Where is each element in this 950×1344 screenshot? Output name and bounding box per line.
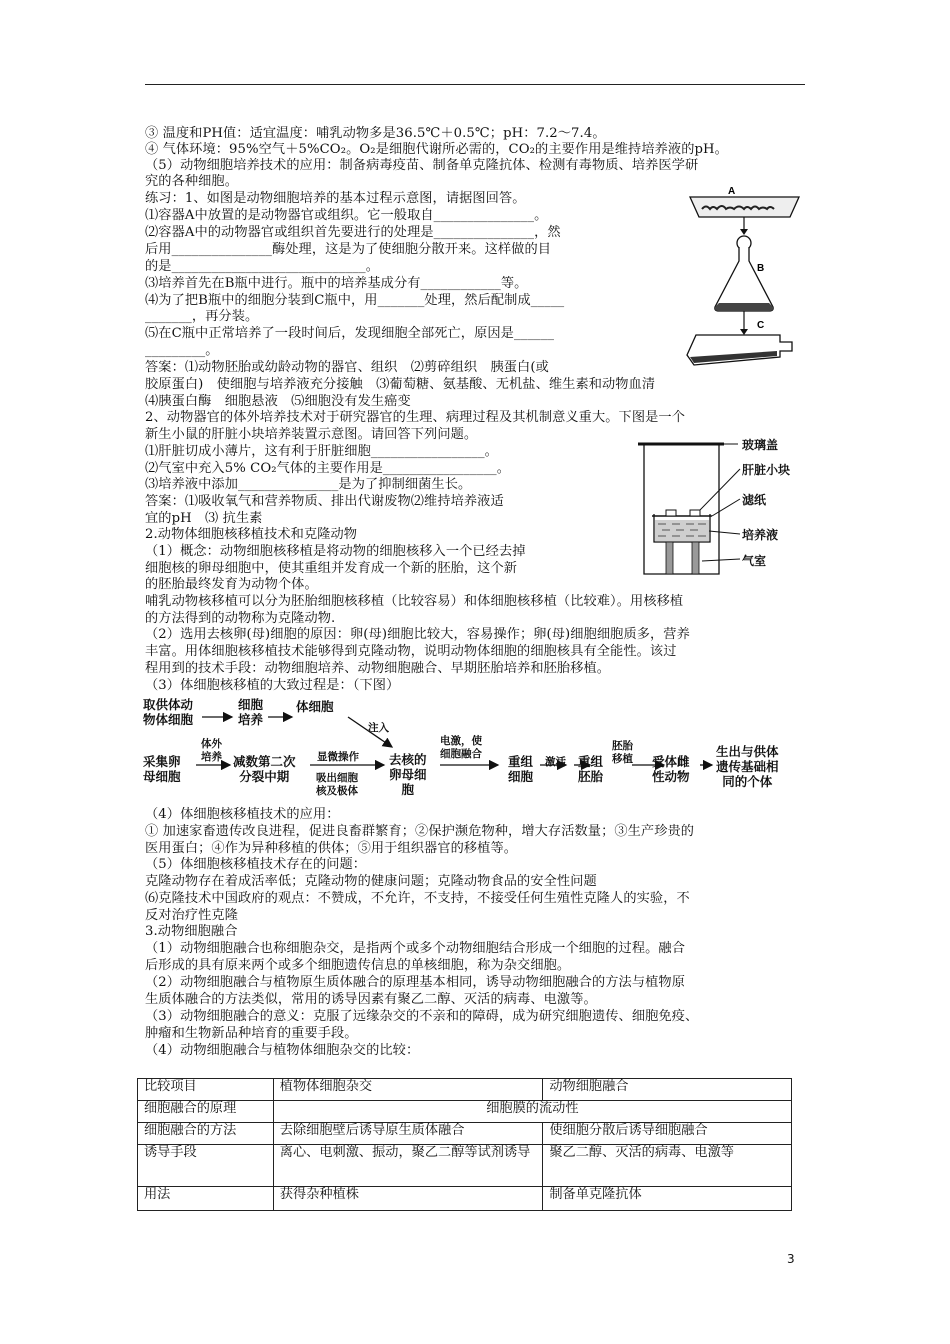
- table-cell: 诱导手段: [138, 1145, 274, 1187]
- text-line: ① 加速家畜遗传改良进程，促进良畜群繁育；②保护濒危物种，增大存活数量；③生产珍贵的: [145, 824, 695, 839]
- text-line: ⑴容器A中放置的是动物器官或组织。它一般取自_______________。: [145, 208, 548, 223]
- text-line: 程用到的技术手段：动物细胞培养、动物细胞融合、早期胚胎培养和胚胎移植。: [145, 661, 611, 676]
- text-line: 细胞核的卵母细胞中，使其重组并发育成一个新的胚胎，这个新: [145, 561, 518, 576]
- text-line: ⑵容器A中的动物器官或组织首先要进行的处理是_______________，然: [145, 225, 561, 240]
- comparison-table: [137, 1078, 792, 1211]
- table-cell: 制备单克隆抗体: [543, 1187, 792, 1211]
- text-line: ⑷为了把B瓶中的细胞分装到C瓶中，用_______处理，然后配制成_____: [145, 293, 565, 308]
- flow-activate: 激活: [545, 756, 566, 768]
- text-line: 练习：1、如图是动物细胞培养的基本过程示意图，请据图回答。: [145, 191, 526, 206]
- flow-collect-oocyte: 采集卵 母细胞: [143, 754, 181, 784]
- text-line: 的方法得到的动物称为克隆动物.: [145, 611, 336, 626]
- text-line: ⑶培养液中添加_______________是为了抑制细菌生长。: [145, 477, 472, 492]
- text-line: ④ 气体环境：95%空气＋5%CO₂。O₂是细胞代谢所必需的，CO₂的主要作用是维持培养液的pH。: [145, 142, 728, 157]
- label-air-chamber: 气室: [742, 554, 767, 568]
- text-line: 新生小鼠的肝脏小块培养装置示意图。请回答下列问题。: [145, 427, 478, 442]
- flow-offspring: 生出与供体 遗传基础相 同的个体: [716, 744, 779, 789]
- page-number: 3: [787, 1252, 795, 1266]
- flow-recombined-cell: 重组 细胞: [508, 754, 534, 784]
- table-row: [138, 1101, 792, 1123]
- table-header-cell: 动物细胞融合: [543, 1079, 792, 1101]
- text-line: （1）动物细胞融合也称细胞杂交，是指两个或多个动物细胞结合形成一个细胞的过程。融合: [145, 941, 685, 956]
- label-filter-paper: 滤纸: [742, 493, 767, 507]
- text-line: ③ 温度和PH值：适宜温度：哺乳动物多是36.5℃＋0.5℃；pH：7.2～7.4。: [145, 126, 606, 141]
- text-line: _______，再分装。: [145, 309, 259, 324]
- table-cell: 离心、电刺激、振动，聚乙二醇等试剂诱导: [273, 1145, 543, 1187]
- table-cell: 获得杂种植株: [273, 1187, 543, 1211]
- flow-micro-operation: 显微操作: [317, 751, 359, 763]
- text-line: 胶原蛋白) 使细胞与培养液充分接触 ⑶葡萄糖、氨基酸、无机盐、维生素和动物血清: [145, 377, 656, 392]
- text-line: 哺乳动物核移植可以分为胚胎细胞核移植（比较容易）和体细胞核移植（比较难）。用核移植: [145, 594, 684, 609]
- table-cell: 使细胞分散后诱导细胞融合: [543, 1123, 792, 1145]
- label-glass-lid: 玻璃盖: [742, 438, 779, 452]
- text-line: （2）动物细胞融合与植物原生质体融合的原理基本相同，诱导动物细胞融合的方法与植物原: [145, 975, 685, 990]
- flow-inject: 注入: [368, 722, 389, 734]
- text-line: 究的各种细胞。: [145, 174, 239, 189]
- table-row: [138, 1123, 792, 1145]
- text-line: （5）体细胞核移植技术存在的问题：: [145, 857, 367, 872]
- text-line: 生质体融合的方法类似，常用的诱导因素有聚乙二醇、灭活的病毒、电激等。: [145, 992, 597, 1007]
- table-header-cell: 比较项目: [138, 1079, 274, 1101]
- label-culture-medium: 培养液: [742, 528, 779, 542]
- text-line: 宜的pH ⑶ 抗生素: [145, 511, 263, 526]
- table-cell: 用法: [138, 1187, 274, 1211]
- liver-culture-device: [636, 436, 806, 584]
- text-line: 后用_______________酶处理，这是为了使细胞分散开来。这样做的目: [145, 242, 552, 257]
- flow-meiosis-stage: 减数第二次 分裂中期: [233, 754, 296, 784]
- label-b: B: [757, 263, 765, 274]
- text-line: ⑹克隆技术中国政府的观点：不赞成，不允许，不支持，不接受任何生殖性克隆人的实验，不: [145, 891, 690, 906]
- flow-cell-culture: 细胞 培养: [238, 697, 264, 727]
- text-line: 肿瘤和生物新品种培育的重要手段。: [145, 1026, 358, 1041]
- header-rule: [145, 84, 805, 85]
- text-line: （5）动物细胞培养技术的应用：制备病毒疫苗、制备单克隆抗体、检测有毒物质、培养医学研: [145, 158, 699, 173]
- text-line: 答案：⑴动物胚胎或幼龄动物的器官、组织 ⑵剪碎组织 胰蛋白(或: [145, 360, 549, 375]
- cell-culture-figure: [682, 185, 807, 370]
- text-line: 3.动物细胞融合: [145, 924, 238, 939]
- text-line: （3）体细胞核移植的大致过程是：（下图）: [145, 678, 400, 693]
- text-line: ⑵气室中充入5% CO₂气体的主要作用是_________________。: [145, 461, 511, 476]
- flow-embryo-transfer: 胚胎 移植: [612, 740, 633, 765]
- text-line: （2）选用去核卵(母)细胞的原因：卵(母)细胞比较大，容易操作；卵(母)细胞细胞质多，营养: [145, 627, 690, 642]
- text-line: 医用蛋白；④作为异种移植的供体；⑤用于组织器官的移植等。: [145, 841, 518, 856]
- text-line: ⑷胰蛋白酶 细胞悬液 ⑸细胞没有发生癌变: [145, 394, 411, 409]
- text-line: 反对治疗性克隆: [145, 908, 239, 923]
- table-header-row: [138, 1079, 792, 1101]
- label-c: C: [757, 320, 765, 331]
- table-cell: 细胞膜的流动性: [273, 1101, 791, 1123]
- flow-electric-fusion: 电激，使 细胞融合: [440, 735, 482, 760]
- text-line: （1）概念：动物细胞核移植是将动物的细胞核移入一个已经去掉: [145, 544, 526, 559]
- text-line: 后形成的具有原来两个或多个细胞遗传信息的单核细胞，称为杂交细胞。: [145, 958, 571, 973]
- flow-remove-nucleus: 吸出细胞 核及极体: [316, 772, 358, 797]
- table-header-cell: 植物体细胞杂交: [273, 1079, 543, 1101]
- text-line: 克隆动物存在着成活率低；克隆动物的健康问题；克隆动物食品的安全性问题: [145, 874, 597, 889]
- text-line: （3）动物细胞融合的意义：克服了远缘杂交的不亲和的障碍，成为研究细胞遗传、细胞免疫、: [145, 1009, 699, 1024]
- label-liver-piece: 肝脏小块: [742, 463, 791, 477]
- flow-somatic-cell: 体细胞: [296, 699, 334, 714]
- text-line: 答案：⑴吸收氧气和营养物质、排出代谢废物⑵维持培养液适: [145, 494, 504, 509]
- text-line: ⑸在C瓶中正常培养了一段时间后，发现细胞全部死亡，原因是______: [145, 326, 555, 341]
- flow-enucleated-oocyte: 去核的 卵母细 胞: [389, 752, 427, 797]
- text-line: ⑶培养首先在B瓶中进行。瓶中的培养基成分有____________等。: [145, 276, 528, 291]
- text-line: 2、动物器官的体外培养技术对于研究器官的生理、病理过程及其机制意义重大。下图是一个: [145, 410, 685, 425]
- text-line: 2.动物体细胞核移植技术和克隆动物: [145, 527, 358, 542]
- text-line: 的胚胎最终发育为动物个体。: [145, 577, 318, 592]
- label-a: A: [728, 186, 736, 197]
- table-cell: 细胞融合的方法: [138, 1123, 274, 1145]
- text-line: ⑴肝脏切成小薄片，这有利于肝脏细胞_________________。: [145, 444, 498, 459]
- text-line: _________。: [145, 343, 219, 358]
- flow-donor-cell: 取供体动 物体细胞: [143, 697, 194, 727]
- table-cell: 聚乙二醇、灭活的病毒、电激等: [543, 1145, 792, 1187]
- flow-recipient: 受体雌 性动物: [652, 754, 690, 784]
- flow-recombined-embryo: 重组 胚胎: [578, 754, 604, 784]
- table-row: [138, 1187, 792, 1211]
- table-row: [138, 1145, 792, 1187]
- flow-in-vitro-culture: 体外 培养: [201, 738, 222, 763]
- table-cell: 细胞融合的原理: [138, 1101, 274, 1123]
- text-line: 丰富。用体细胞核移植技术能够得到克隆动物，说明动物体细胞的细胞核具有全能性。该过: [145, 644, 677, 659]
- text-line: （4）体细胞核移植技术的应用：: [145, 807, 340, 822]
- text-line: （4）动物细胞融合与植物体细胞杂交的比较：: [145, 1043, 420, 1058]
- text-line: 的是_____________________________。: [145, 259, 379, 274]
- table-cell: 去除细胞壁后诱导原生质体融合: [273, 1123, 543, 1145]
